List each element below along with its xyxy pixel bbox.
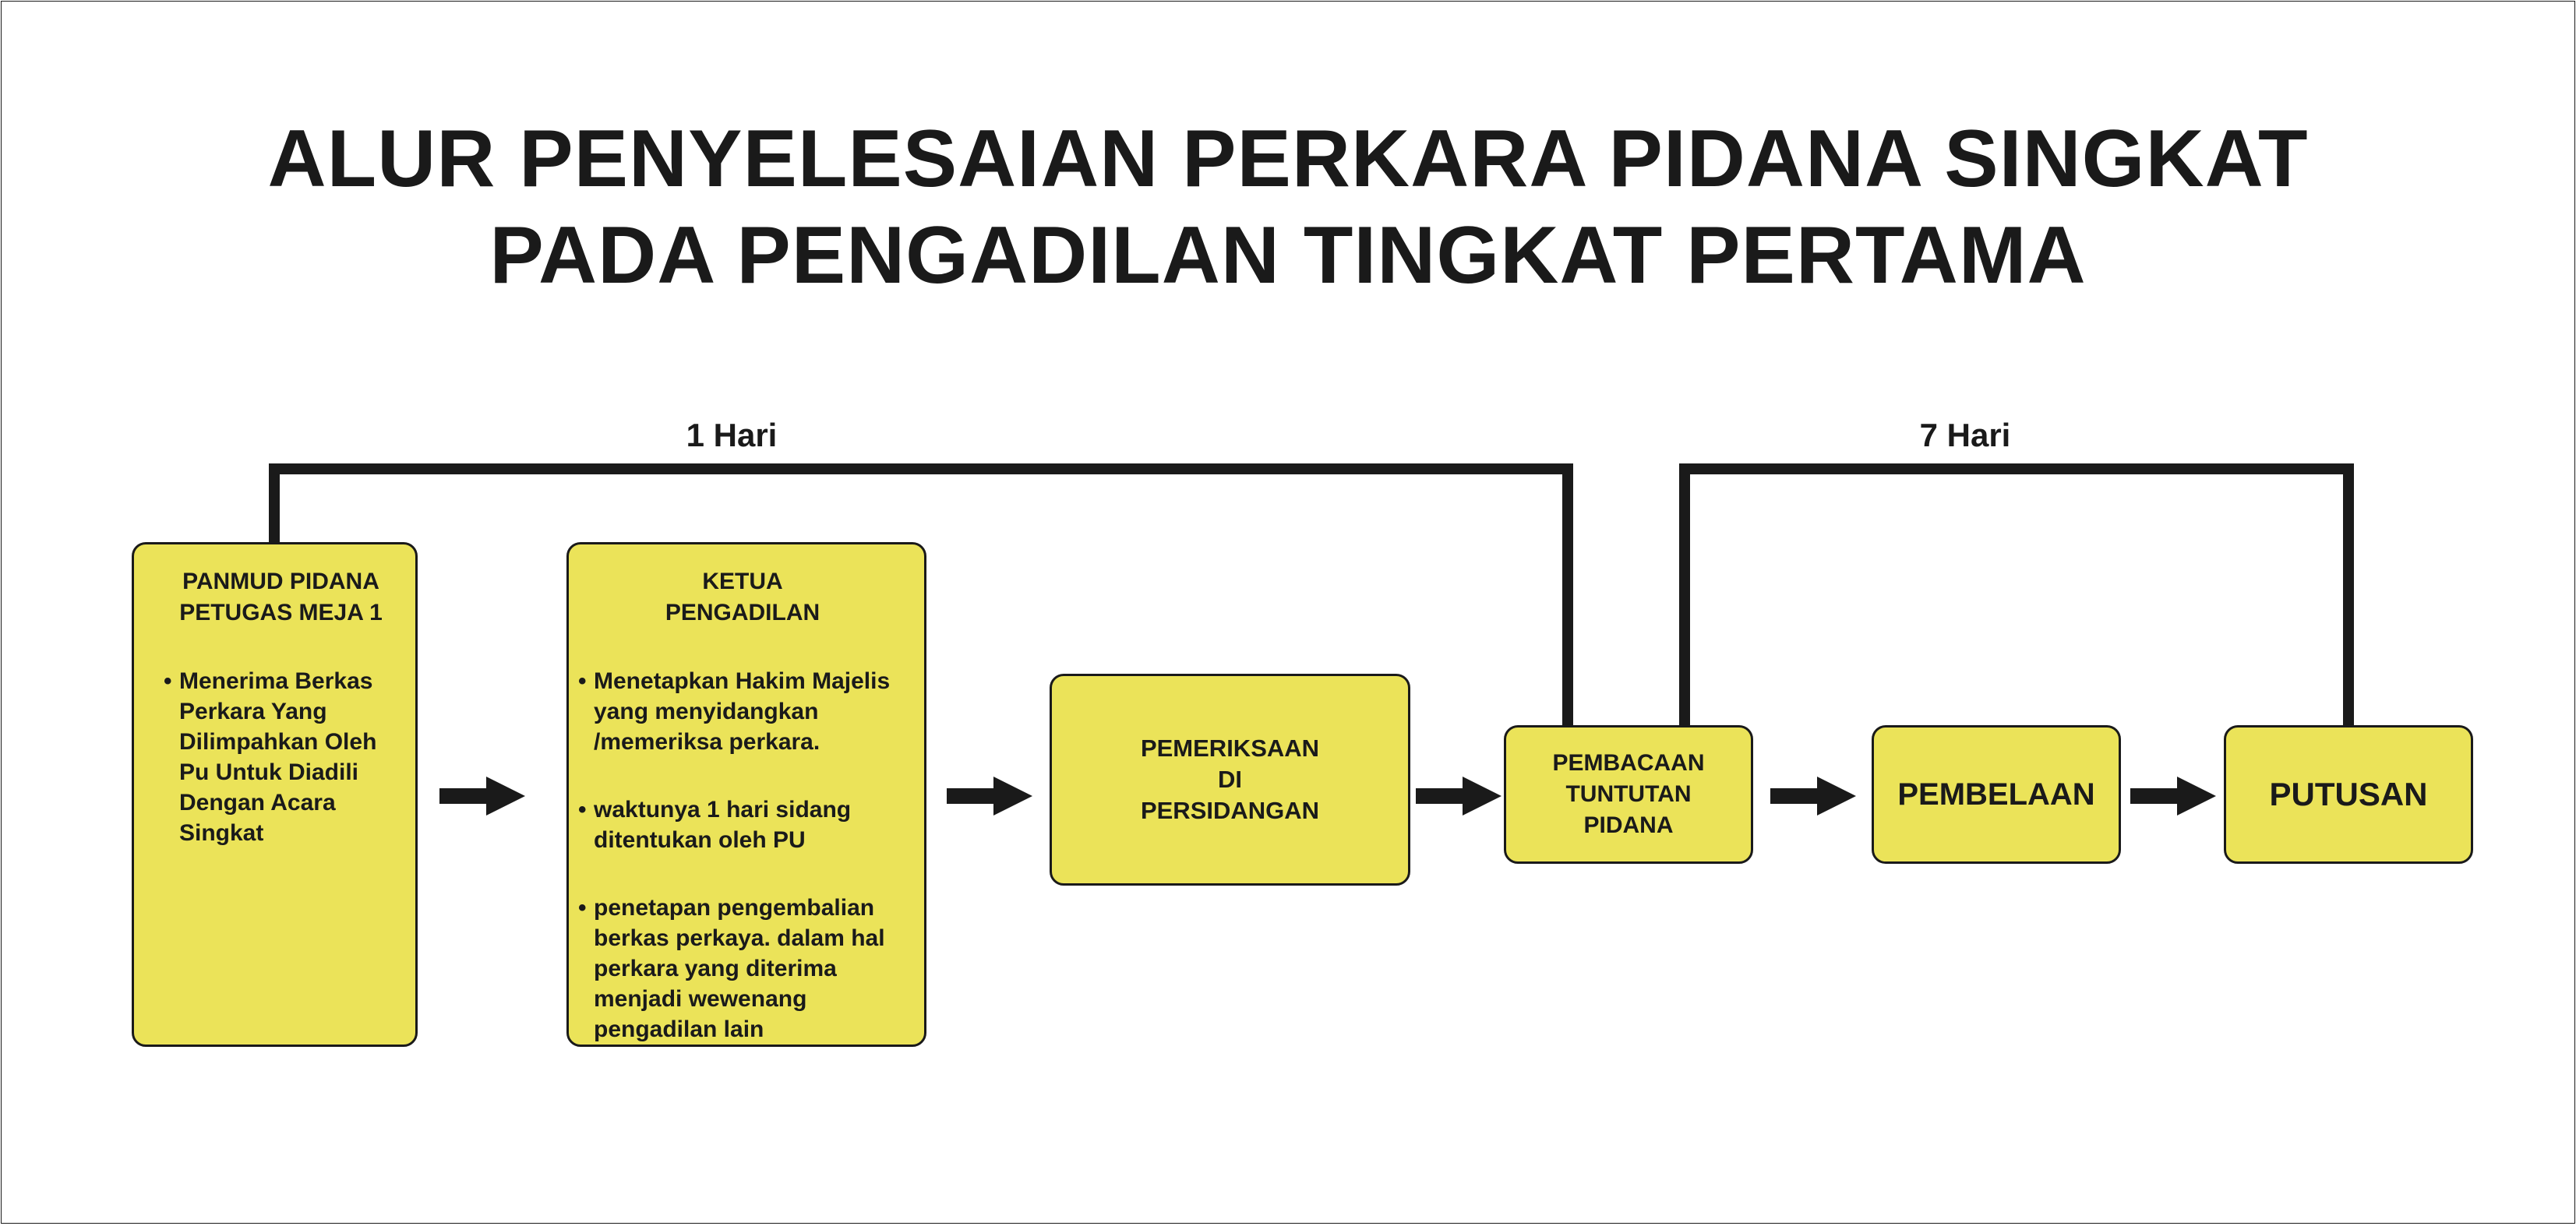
step-pembacaan-line2: TUNTUTAN — [1565, 781, 1692, 807]
duration-label-1: 1 Hari — [686, 417, 778, 453]
duration-label-2: 7 Hari — [1919, 417, 2011, 453]
step-ketua-bullets — [578, 666, 907, 1045]
step-panmud-heading-line1: PANMUD PIDANA — [182, 569, 379, 594]
page-title — [2, 111, 2574, 304]
step-putusan-label: PUTUSAN — [2269, 776, 2428, 812]
arrow-right-icon — [1416, 777, 1501, 816]
step-panmud-bullets — [164, 666, 398, 848]
flowchart-canvas — [1, 1, 2575, 1224]
step-pemeriksaan-line1: PEMERIKSAAN — [1140, 735, 1320, 762]
step-pemeriksaan-line2: DI — [1218, 766, 1242, 793]
bullet-item: • Menetapkan Hakim Majelis yang menyidangkan /memeriksa perkara. — [578, 666, 907, 757]
step-pemeriksaan-line3: PERSIDANGAN — [1140, 797, 1320, 824]
arrow-right-icon — [439, 777, 525, 816]
title-line-1: ALUR PENYELESAIAN PERKARA PIDANA SINGKAT — [267, 114, 2309, 204]
step-pembacaan-line3: PIDANA — [1583, 812, 1674, 838]
bracket-7-hari — [1685, 469, 2348, 725]
bullet-item: • penetapan pengembalian berkas perkaya. dalam hal perkara yang diterima menjadi wewenang pengadilan lain — [578, 893, 907, 1045]
step-pemeriksaan-persidangan — [1050, 674, 1410, 886]
step-panmud-heading-line2: PETUGAS MEJA 1 — [179, 600, 383, 625]
bullet-item: • Menerima Berkas Perkara Yang Dilimpahkan Oleh Pu Untuk Diadili Dengan Acara Singkat — [164, 666, 398, 848]
step-pembelaan-label: PEMBELAAN — [1897, 777, 2095, 812]
step-ketua-heading-line2: PENGADILAN — [665, 600, 820, 625]
step-panmud-heading — [164, 566, 398, 629]
bullet-item: • waktunya 1 hari sidang ditentukan oleh PU — [578, 794, 907, 855]
step-ketua-pengadilan — [566, 542, 926, 1047]
step-putusan — [2224, 725, 2473, 864]
title-line-2: PADA PENGADILAN TINGKAT PERTAMA — [489, 210, 2087, 301]
arrow-right-icon — [2130, 777, 2216, 816]
step-pembacaan-line1: PEMBACAAN — [1552, 750, 1705, 776]
step-panmud-pidana — [132, 542, 418, 1047]
arrow-right-icon — [947, 777, 1032, 816]
step-pembacaan-tuntutan — [1504, 725, 1753, 864]
step-ketua-heading — [578, 566, 907, 629]
step-pembelaan — [1872, 725, 2121, 864]
arrow-right-icon — [1770, 777, 1856, 816]
step-ketua-heading-line1: KETUA — [702, 569, 783, 594]
